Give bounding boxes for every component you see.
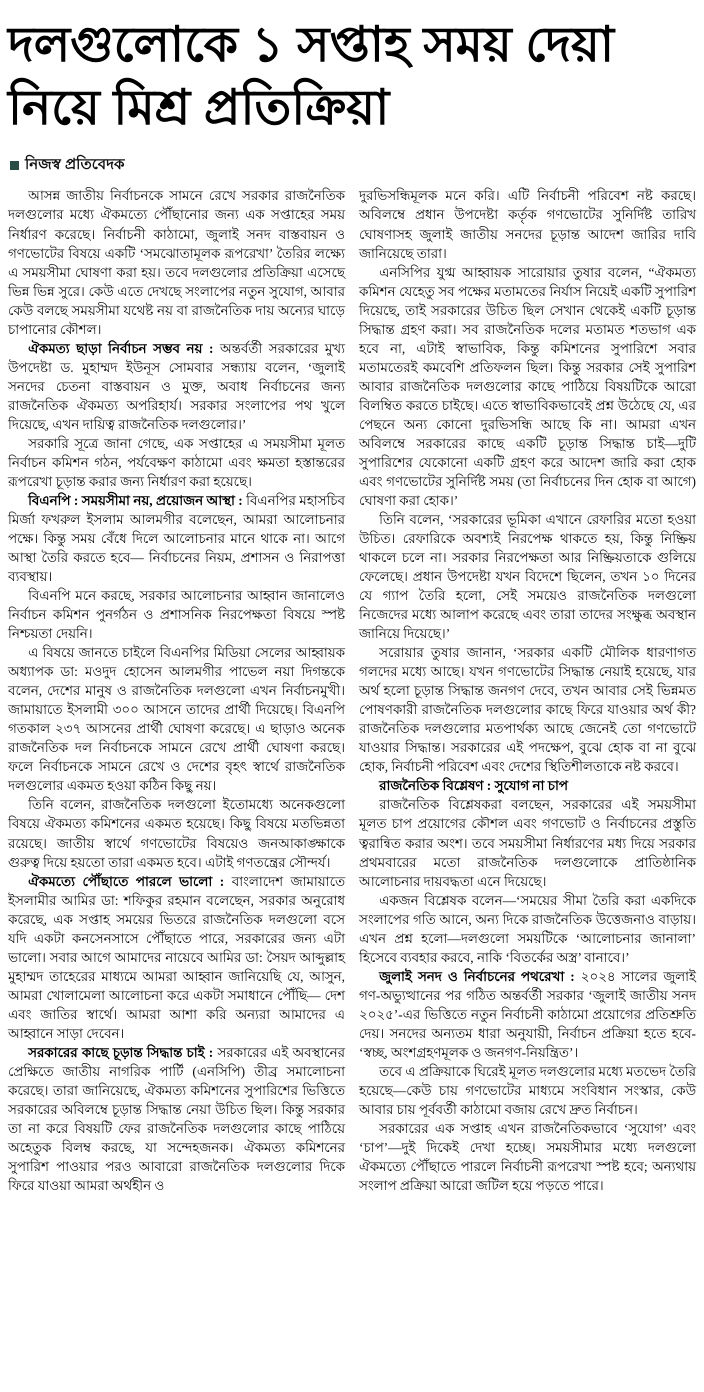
article-paragraph: সরোয়ার তুষার জানান, ‘সরকার একটি মৌলিক ধারণাগত গলদের মধ্যে আছে। যখন গণভোটের সিদ্ধান্ত নেয়াই হয়েছে, যার অর্থ হলো চূড়ান্ত সিদ্ধান্ত জনগণ দেবে, তখন আবার সেই ভিন্নমত পোষণকারী রাজনৈতিক দলগুলোর কাছে ফিরে যাওয়ার অর্থ কী? রাজনৈতিক দলগুলোর মতপার্থক্য আছে জেনেই তো গণভোটে যাওয়ার সিদ্ধান্ত। সরকারের এই পদক্ষেপ, বুঝে হোক বা না বুঝে হোক, নির্বাচনী পরিবেশ এবং দেশের স্থিতিশীলতাকে নষ্ট করবে। [359, 645, 696, 775]
paragraph-subhead: ঐকমত্য ছাড়া নির্বাচন সম্ভব নয় : [28, 340, 221, 356]
byline [10, 153, 696, 178]
article-paragraph: তিনি বলেন, রাজনৈতিক দলগুলো ইতোমধ্যে অনেকগুলো বিষয়ে ঐকমত্য কমিশনের একমত হয়েছে। কিছু বিষয়ে মতভিন্নতা রয়েছে। জাতীয় স্বার্থে গণভোটের বিষয়েও জনআকাঙ্ক্ষাকে গুরুত্ব দিয়ে হয়তো তারা একমত হবে। এটাই গণতন্ত্রের সৌন্দর্য। [8, 797, 345, 870]
paragraph-subhead: জুলাই সনদ ও নির্বাচনের পথরেখা : [379, 968, 581, 984]
article-paragraph: সরকারের এক সপ্তাহ এখন রাজনৈতিকভাবে ‘সুযোগ’ এবং ‘চাপ’—দুই দিকেই দেখা হচ্ছে। সময়সীমার মধ্যে দলগুলো ঐকমত্যে পৌঁছাতে পারলে নির্বাচনী রূপরেখা স্পষ্ট হবে; অন্যথায় সংলাপ প্রক্রিয়া আরো জটিল হয়ে পড়তে পারে। [359, 1120, 696, 1194]
article-paragraph: এনসিপির যুগ্ম আহ্বায়ক সারোয়ার তুষার বলেন, “ঐকমত্য কমিশন যেহেতু সব পক্ষের মতামতের নির্যাস নিয়েই একটি সুপারিশ দিয়েছে, তাই সরকারের উচিত ছিল সেখান থেকেই একটি চূড়ান্ত সিদ্ধান্ত গ্রহণ করা। সব রাজনৈতিক দলের মতামত শতভাগ এক হবে না, এটাই স্বাভাবিক, কিন্তু কমিশনের সুপারিশে সবার মতামতেরই কমবেশি প্রতিফলন ছিল। কিন্তু সরকার সেই সুপারিশ আবার রাজনৈতিক দলগুলোর কাছে পাঠিয়ে বিষয়টিকে আরো বিলম্বিত করতে চাইছে। এতে স্বাভাবিকভাবেই প্রশ্ন উঠেছে যে, এর পেছনে অন্য কোনো দুরভিসন্ধি আছে কি না। আমরা এখন অবিলম্বে সরকারের কাছে একটি চূড়ান্ত সিদ্ধান্ত চাই—দুটি সুপারিশের যেকোনো একটি গ্রহণ করে আদেশ জারি করা হোক এবং গণভোটের সুনির্দিষ্ট সময় (তা নির্বাচনের দিন হোক বা আগে) ঘোষণা করা হোক।’ [359, 264, 696, 508]
article-paragraph: আসন্ন জাতীয় নির্বাচনকে সামনে রেখে সরকার রাজনৈতিক দলগুলোর মধ্যে ঐকমত্যে পৌঁছানোর জন্য এক সপ্তাহের সময় নির্ধারণ করেছে। নির্বাচনী কাঠামো, জুলাই সনদ বাস্তবায়ন ও গণভোটের বিষয়ে একটি ‘সমঝোতামূলক রূপরেখা’ তৈরির লক্ষ্যে এ সময়সীমা ঘোষণা করা হয়। তবে দলগুলোর প্রতিক্রিয়া এসেছে ভিন্ন ভিন্ন সুরে। কেউ এতে দেখছে সংলাপের নতুন সুযোগ, আবার কেউ বলছে সময়সীমা যথেষ্ট নয় বা রাজনৈতিক দায় অন্যের ঘাড়ে চাপানোর কৌশল। [8, 188, 345, 337]
article-paragraph: একজন বিশ্লেষক বলেন—‘সময়ের সীমা তৈরি করা একদিকে সংলাপের গতি আনে, অন্য দিকে রাজনৈতিক উত্তেজনাও বাড়ায়। এখন প্রশ্ন হলো—দলগুলো সময়টিকে ‘আলোচনার জানালা’ হিসেবে ব্যবহার করবে, নাকি ‘বিতর্কের অস্ত্র’ বানাবে।’ [359, 892, 696, 965]
article-paragraph-with-subhead: বিএনপি : সময়সীমা নয়, প্রয়োজন আস্থা : বিএনপির মহাসচিব মির্জা ফখরুল ইসলাম আলমগীর বলেছেন, আমরা আলোচনার পক্ষে। কিন্তু সময় বেঁধে দিলে আলোচনার মানে থাকে না। আগে আস্থা তৈরি করতে হবে— নির্বাচনের নিয়ম, প্রশাসন ও নিরাপত্তা ব্যবস্থায়। [8, 492, 345, 585]
article-paragraph-with-subhead: সরকারের কাছে চূড়ান্ত সিদ্ধান্ত চাই : সরকারের এই অবস্থানের প্রেক্ষিতে জাতীয় নাগরিক পার্টি (এনসিপি) তীব্র সমালোচনা করেছে। তারা জানিয়েছে, ঐকমত্য কমিশনের সুপারিশের ভিত্তিতে সরকারের অবিলম্বে চূড়ান্ত সিদ্ধান্ত নেয়া উচিত ছিল। কিন্তু সরকার তা না করে বিষয়টি ফের রাজনৈতিক দলগুলোর কাছে পাঠিয়ে অহেতুক বিলম্ব করছে, যা সন্দেহজনক। ঐকমত্য কমিশনের সুপারিশ পাওয়ার পরও আবারো রাজনৈতিক দলগুলোর দিকে ফিরে যাওয়া আমরা অর্থহীন ও [8, 1044, 346, 1194]
paragraph-subhead: ঐকমত্যে পৌঁছাতে পারলে ভালো : [28, 873, 232, 889]
byline-text: নিজস্ব প্রতিবেদক [25, 156, 125, 174]
paragraph-subhead: সরকারের কাছে চূড়ান্ত সিদ্ধান্ত চাই : [28, 1044, 218, 1060]
article-paragraph: দুরভিসন্ধিমূলক মনে করি। এটি নির্বাচনী পরিবেশ নষ্ট করছে। অবিলম্বে প্রধান উপদেষ্টা কর্তৃক গণভোটের সুনির্দিষ্ট তারিখ ঘোষণাসহ জুলাই জাতীয় সনদের চূড়ান্ত আদেশ জারির দাবি জানিয়েছে তারা। [359, 188, 696, 261]
article-paragraph: রাজনৈতিক বিশ্লেষকরা বলছেন, সরকারের এই সময়সীমা মূলত চাপ প্রয়োগের কৌশল এবং গণভোট ও নির্বাচনের প্রস্তুতি ত্বরান্বিত করার অংশ। তবে সময়সীমা নির্ধারণের মধ্য দিয়ে সরকার প্রথমবারের মতো রাজনৈতিক দলগুলোকে প্রাতিষ্ঠানিক আলোচনার দায়বদ্ধতা এনে দিয়েছে। [359, 797, 696, 889]
article-paragraph-with-subhead: ঐকমত্যে পৌঁছাতে পারলে ভালো : বাংলাদেশ জামায়াতে ইসলামীর আমির ডা: শফিকুর রহমান বলেছেন, সরকার অনুরোধ করেছে, এক সপ্তাহ সময়ের ভিতরে রাজনৈতিক দলগুলো বসে যদি একটা কনসেনসাসে পৌঁছাতে পারে, সরকারের জন্য এটা ভালো। সবার আগে আমাদের নায়েবে আমির ডা: সৈয়দ আব্দুল্লাহ মুহাম্মদ তাহেরের মাধ্যমে আমরা আহ্বান জানিয়েছি যে, আসুন, আমরা খোলামেলা আলোচনা করে একটা সমাধানে পৌঁছি— দেশ এবং জাতির স্বার্থে। আমরা আশা করি অন্যরা আমাদের এ আহ্বানে সাড়া দেবেন। [8, 873, 345, 1041]
article-paragraph: বিএনপি মনে করছে, সরকার আলোচনার আহ্বান জানালেও নির্বাচন কমিশন পুনর্গঠন ও প্রশাসনিক নিরপেক্ষতা বিষয়ে স্পষ্ট নিশ্চয়তা দেয়নি। [8, 588, 345, 642]
article-paragraph-with-subhead: জুলাই সনদ ও নির্বাচনের পথরেখা : ২০২৪ সালের জুলাই গণ-অভ্যুত্থানের পর গঠিত অন্তর্বর্তী সরকার ‘জুলাই জাতীয় সনদ ২০২৫’-এর ভিত্তিতে নতুন নির্বাচনী কাঠামো প্রয়োগের প্রতিশ্রুতি দেয়। সনদের অন্যতম ধারা অনুযায়ী, নির্বাচন প্রক্রিয়া হতে হবে- ‘স্বচ্ছ, অংশগ্রহণমূলক ও জনগণ-নিয়ন্ত্রিত’। [359, 968, 696, 1060]
article-paragraph: সরকারি সূত্রে জানা গেছে, এক সপ্তাহের এ সময়সীমা মূলত নির্বাচন কমিশন গঠন, পর্যবেক্ষণ কাঠামো এবং ক্ষমতা হস্তান্তরের রূপরেখা চূড়ান্ত করার জন্য নির্ধারণ করা হয়েছে। [8, 435, 345, 489]
article-paragraph-with-subhead: ঐকমত্য ছাড়া নির্বাচন সম্ভব নয় : অন্তর্বর্তী সরকারের মুখ্য উপদেষ্টা ড. মুহাম্মদ ইউনূস সোমবার সন্ধ্যায় বলেন, ‘জুলাই সনদের চেতনা বাস্তবায়ন ও মুক্ত, অবাধ নির্বাচনের জন্য রাজনৈতিক ঐকমত্য অপরিহার্য। সরকার সংলাপের পথ খুলে দিয়েছে, এখন দায়িত্ব রাজনৈতিক দলগুলোর।’ [8, 340, 345, 432]
article-paragraph: এ বিষয়ে জানতে চাইলে বিএনপির মিডিয়া সেলের আহ্বায়ক অধ্যাপক ডা: মওদুদ হোসেন আলমগীর পাভেল নয়া দিগন্তকে বলেন, দেশের মানুষ ও রাজনৈতিক দলগুলো এখন নির্বাচনমুখী। জামায়াতে ইসলামী ৩০০ আসনে তাদের প্রার্থী দিয়েছে। বিএনপি গতকাল ২৩৭ আসনের প্রার্থী ঘোষণা করেছে। এ ছাড়াও অনেক রাজনৈতিক দল নির্বাচনকে সামনে রেখে প্রার্থী ঘোষণা করছে। ফলে নির্বাচনকে সামনে রেখে ও দেশের বৃহৎ স্বার্থে রাজনৈতিক দলগুলোর একমত হওয়া কঠিন কিছু নয়। [8, 645, 345, 794]
article-paragraph: তিনি বলেন, ‘সরকারের ভূমিকা এখানে রেফারির মতো হওয়া উচিত। রেফারিকে অবশ্যই নিরপেক্ষ থাকতে হয়, কিন্তু নিষ্ক্রিয় থাকলে চলে না। সরকার নিরপেক্ষতা আর নিষ্ক্রিয়তাকে গুলিয়ে ফেলেছে। প্রধান উপদেষ্টা যখন বিদেশে ছিলেন, তখন ১০ দিনের যে গ্যাপ তৈরি হলো, সেই সময়েও রাজনৈতিক দলগুলো নিজেদের মধ্যে আলাপ করেছে এবং তারা তাদের সংক্ষুব্ধ অবস্থান জানিয়ে দিয়েছে।’ [359, 511, 696, 642]
article-paragraph: তবে এ প্রক্রিয়াকে ঘিরেই মূলত দলগুলোর মধ্যে মতভেদ তৈরি হয়েছে—কেউ চায় গণভোটের মাধ্যমে সংবিধান সংস্কার, কেউ আবার চায় পূর্ববর্তী কাঠামো বজায় রেখে দ্রুত নির্বাচন। [359, 1063, 696, 1117]
right-column [359, 186, 696, 1195]
article-subheading [359, 776, 696, 795]
paragraph-subhead: রাজনৈতিক বিশ্লেষণ : সুযোগ না চাপ [379, 778, 568, 794]
left-column [8, 186, 345, 1195]
byline-bullet-icon [10, 161, 19, 170]
article-body [8, 186, 696, 1195]
paragraph-subhead: বিএনপি : সময়সীমা নয়, প্রয়োজন আস্থা : [28, 492, 247, 508]
article-headline: দলগুলোকে ১ সপ্তাহ সময় দেয়া নিয়ে মিশ্র প্রতিক্রিয়া [8, 18, 615, 135]
